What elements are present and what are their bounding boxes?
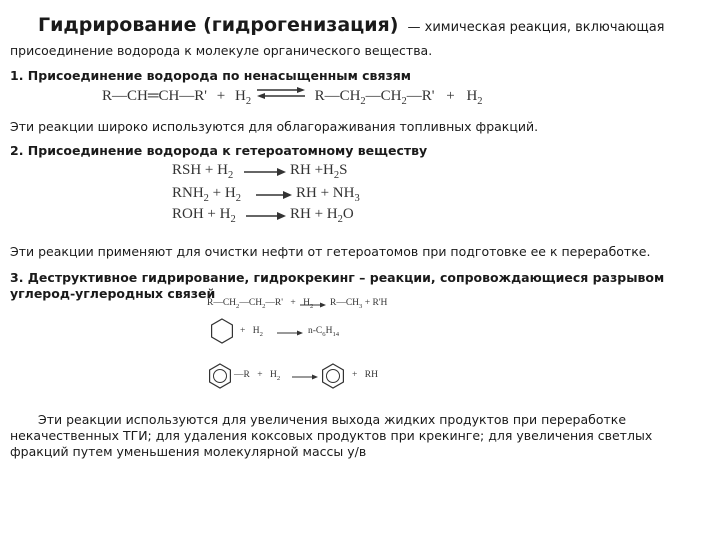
title-rest: — химическая реакция, включающая bbox=[407, 20, 665, 35]
section1-reaction bbox=[102, 86, 483, 107]
arrow-2 bbox=[254, 189, 294, 201]
section3-note-line3: фракций путем уменьшения молекулярной массы у/в bbox=[10, 444, 367, 459]
arrow-1 bbox=[242, 166, 288, 178]
reaction-left: R—CH═CH—R' bbox=[102, 88, 208, 104]
section3-heading-line2: углерод-углеродных связей bbox=[10, 286, 216, 301]
section3-note-line2: некачественных ТГИ; для удаления коксовых продуктов при крекинге; для увеличения светлых bbox=[10, 428, 653, 443]
plus-sign: + bbox=[446, 88, 455, 104]
section2-product-2: RH + $NH_3$ bbox=[296, 185, 360, 204]
arrow-4 bbox=[298, 301, 328, 309]
reaction-right: $R—CH_2—CH_2—R'$ bbox=[314, 88, 435, 107]
section2-product-1: RH $+H_2S$ bbox=[290, 162, 348, 181]
section2-reaction-2: $RNH_2 + H_2$ bbox=[172, 185, 241, 204]
section3-product-2: $n-C_6H_{14}$ bbox=[308, 326, 340, 338]
benzene-ring-icon bbox=[205, 361, 235, 391]
arrow-6 bbox=[290, 373, 320, 381]
title-line bbox=[38, 14, 665, 36]
section1-note: Эти реакции широко используются для облагораживания топливных фракций. bbox=[10, 119, 539, 134]
benzene-product-icon bbox=[318, 361, 348, 391]
arrow-5 bbox=[275, 329, 305, 337]
section3-reaction-3: —R + $H_2$ bbox=[234, 370, 281, 382]
section3-note-line1: Эти реакции используются для увеличения выхода жидких продуктов при переработке bbox=[38, 412, 627, 427]
section3-reaction-1: $R—CH_2—CH_2—R' + H_2$ bbox=[207, 298, 314, 310]
section2-note: Эти реакции применяют для очистки нефти от гетероатомов при подготовке ее к переработке. bbox=[10, 244, 651, 259]
section2-reaction-3: ROH + $H_2$ bbox=[172, 206, 236, 225]
h2-reagent: $H_2$ bbox=[234, 88, 252, 107]
cyclohexane-icon bbox=[207, 316, 237, 346]
equilibrium-arrow bbox=[255, 86, 311, 100]
section1-heading: 1. Присоединение водорода по ненасыщенным связям bbox=[10, 68, 412, 83]
section2-reaction-1: RSH + $H_2$ bbox=[172, 162, 234, 181]
plus-sign: + bbox=[216, 88, 226, 104]
h2-product: $H_2$ bbox=[466, 88, 483, 107]
title-line2: присоединение водорода к молекуле органического вещества. bbox=[10, 43, 433, 58]
arrow-3 bbox=[244, 210, 288, 222]
section2-product-3: RH + $H_2O$ bbox=[290, 206, 354, 225]
section3-heading-line1: 3. Деструктивное гидрирование, гидрокрекинг – реакции, сопровождающиеся разрывом bbox=[10, 270, 665, 285]
section3-reaction-2: + $H_2$ bbox=[240, 326, 263, 338]
section2-heading: 2. Присоединение водорода к гетероатомному веществу bbox=[10, 143, 428, 158]
section3-product-3: + RH bbox=[352, 370, 378, 380]
title-bold: Гидрирование (гидрогенизация) bbox=[38, 14, 399, 36]
section3-product-1: $R—CH_3 + R'H$ bbox=[330, 298, 388, 310]
